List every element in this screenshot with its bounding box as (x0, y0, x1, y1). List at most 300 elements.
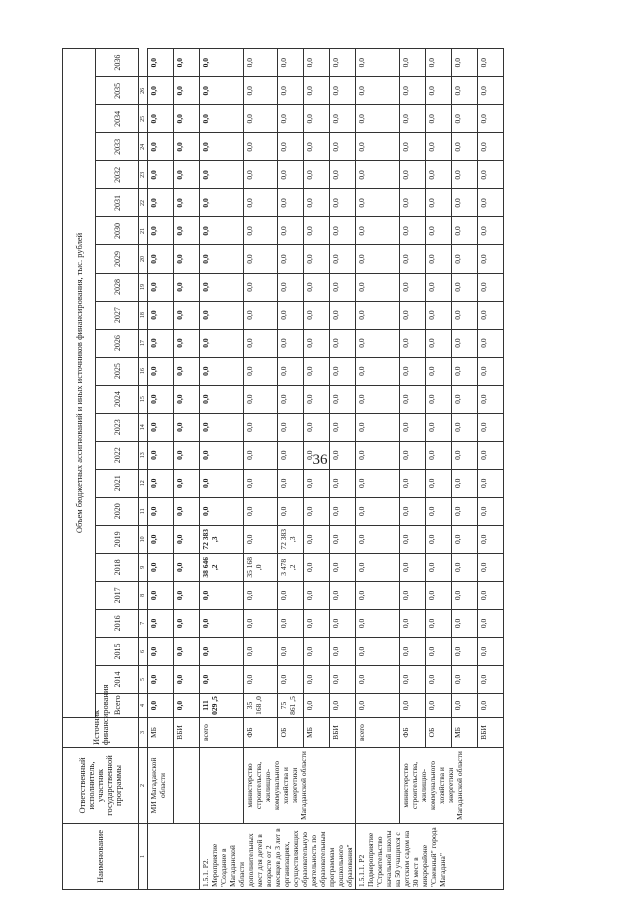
row-value: 0,0 (278, 105, 304, 133)
row-value: 0,0 (478, 161, 504, 189)
row-value: 0,0 (356, 357, 400, 385)
column-number: 14 (139, 413, 148, 441)
row-value: 0,0 (200, 357, 244, 385)
row-value: 0,0 (452, 609, 478, 637)
row-value: 0,0 (174, 301, 200, 329)
row-value: 0,0 (330, 553, 356, 581)
row-value: 0,0 (330, 609, 356, 637)
row-value: 0,0 (174, 385, 200, 413)
row-value: 0,0 (304, 469, 330, 497)
row-value: 0,0 (278, 189, 304, 217)
row-value: 0,0 (174, 413, 200, 441)
row-value: 0,0 (148, 665, 174, 693)
row-value: 0,0 (330, 245, 356, 273)
row-value: 0,0 (148, 694, 174, 718)
row-value: 0,0 (478, 245, 504, 273)
column-number: 15 (139, 385, 148, 413)
row-value: 0,0 (452, 329, 478, 357)
page-number: 36 (312, 452, 328, 468)
header-year: 2027 (96, 301, 139, 329)
row-value: 0,0 (174, 581, 200, 609)
header-total: Всего (96, 694, 139, 718)
row-value: 0,0 (244, 329, 278, 357)
row-value: 0,0 (356, 525, 400, 553)
row-value: 0,0 (356, 189, 400, 217)
header-funding: Объем бюджетных ассигнований и иных источников финансирования, тыс. рублей (63, 49, 96, 718)
row-value: 0,0 (304, 497, 330, 525)
row-value: 0,0 (356, 637, 400, 665)
column-number: 18 (139, 301, 148, 329)
row-value: 35 168 ,0 (244, 553, 278, 581)
row-value: 0,0 (174, 273, 200, 301)
table-row (200, 49, 244, 890)
row-value: 0,0 (356, 385, 400, 413)
row-value: 0,0 (304, 525, 330, 553)
row-value: 0,0 (400, 105, 426, 133)
row-value: 0,0 (426, 357, 452, 385)
column-number: 3 (139, 718, 148, 748)
row-value: 0,0 (174, 161, 200, 189)
row-value: 0,0 (330, 161, 356, 189)
row-value: 0,0 (200, 133, 244, 161)
table-row (174, 49, 200, 890)
header-year: 2023 (96, 413, 139, 441)
row-value: 0,0 (330, 665, 356, 693)
row-value: 0,0 (478, 385, 504, 413)
row-value: 0,0 (148, 413, 174, 441)
row-value: 0,0 (356, 413, 400, 441)
row-value: 0,0 (330, 105, 356, 133)
row-value: 0,0 (174, 217, 200, 245)
row-source: ОБ (278, 718, 304, 748)
row-value: 0,0 (200, 245, 244, 273)
row-value: 0,0 (330, 273, 356, 301)
row-value: 0,0 (330, 581, 356, 609)
header-source: Источник финансирования (63, 718, 139, 748)
row-source: ВБИ (174, 718, 200, 748)
row-value: 0,0 (426, 49, 452, 77)
row-value: 0,0 (278, 637, 304, 665)
row-responsible: министерство строительства, жилищно-коммунального хозяйства и энергетики Магаданской области (244, 748, 356, 824)
row-value: 0,0 (278, 329, 304, 357)
column-number: 6 (139, 637, 148, 665)
table-row (400, 49, 426, 890)
row-responsible: министерство строительства, жилищно-коммунального хозяйства и энергетики Магаданской области (400, 748, 504, 824)
row-value: 0,0 (400, 413, 426, 441)
column-number: 9 (139, 553, 148, 581)
row-value: 0,0 (244, 105, 278, 133)
row-value: 0,0 (452, 49, 478, 77)
row-value: 0,0 (174, 357, 200, 385)
column-number: 7 (139, 609, 148, 637)
row-value: 0,0 (174, 133, 200, 161)
row-value: 0,0 (304, 49, 330, 77)
row-name: 1.5.1.1. Р2 Подмероприятие "Строительство начальной школы на 50 учащихся с детским садом на 30 мест в микрорайоне "Снежный" города Магадана" (356, 824, 504, 890)
row-value: 0,0 (200, 301, 244, 329)
row-value: 0,0 (426, 385, 452, 413)
row-value: 0,0 (244, 413, 278, 441)
header-year: 2033 (96, 133, 139, 161)
row-value: 0,0 (400, 77, 426, 105)
row-value: 0,0 (356, 49, 400, 77)
row-value: 0,0 (330, 357, 356, 385)
row-value: 0,0 (244, 217, 278, 245)
row-value: 0,0 (426, 637, 452, 665)
row-value: 0,0 (174, 105, 200, 133)
row-value: 0,0 (400, 329, 426, 357)
row-value: 0,0 (174, 189, 200, 217)
row-value: 0,0 (478, 357, 504, 385)
header-year: 2020 (96, 497, 139, 525)
row-value: 0,0 (356, 497, 400, 525)
row-value: 0,0 (452, 245, 478, 273)
row-value: 0,0 (304, 553, 330, 581)
row-value: 0,0 (244, 469, 278, 497)
row-value: 0,0 (244, 245, 278, 273)
row-value: 0,0 (356, 553, 400, 581)
row-value: 0,0 (426, 441, 452, 469)
row-value: 0,0 (304, 637, 330, 665)
row-value: 0,0 (478, 581, 504, 609)
row-responsible (174, 748, 200, 824)
row-value: 0,0 (148, 133, 174, 161)
column-number: 22 (139, 189, 148, 217)
row-source: ФБ (244, 718, 278, 748)
row-value: 0,0 (278, 133, 304, 161)
row-value: 0,0 (148, 245, 174, 273)
row-value: 0,0 (400, 245, 426, 273)
row-value: 0,0 (330, 385, 356, 413)
row-value: 0,0 (304, 301, 330, 329)
row-value: 0,0 (330, 133, 356, 161)
row-value: 0,0 (478, 637, 504, 665)
row-value: 0,0 (426, 301, 452, 329)
row-value: 0,0 (244, 273, 278, 301)
row-value: 0,0 (278, 217, 304, 245)
row-value: 0,0 (244, 637, 278, 665)
row-value: 0,0 (478, 525, 504, 553)
table-row (356, 49, 400, 890)
header-year: 2036 (96, 49, 139, 77)
rotated-table-page (62, 48, 534, 890)
row-value: 0,0 (278, 357, 304, 385)
row-value: 0,0 (426, 413, 452, 441)
row-value: 0,0 (400, 665, 426, 693)
row-value: 0,0 (304, 357, 330, 385)
table-row (148, 49, 174, 890)
row-value: 3 478 ,2 (278, 553, 304, 581)
row-value: 0,0 (400, 469, 426, 497)
row-name (148, 824, 200, 890)
row-value: 0,0 (244, 77, 278, 105)
row-value: 0,0 (278, 497, 304, 525)
row-value: 0,0 (400, 301, 426, 329)
row-value: 0,0 (304, 77, 330, 105)
row-value: 0,0 (426, 245, 452, 273)
row-value: 0,0 (356, 245, 400, 273)
row-value: 0,0 (400, 609, 426, 637)
row-value: 0,0 (148, 357, 174, 385)
header-year: 2024 (96, 385, 139, 413)
row-value: 35 168 ,0 (244, 694, 278, 718)
row-name: 1.5.1. Р2. Мероприятие "Создание в Магаданской области дополнительных мест для детей в возрасте от 2 месяцев до 3 лет в организациях, осуществляющих образовательную деятельность по образовательным программам дошкольного образования" (200, 824, 356, 890)
row-value: 0,0 (356, 77, 400, 105)
row-value: 111 029 ,5 (200, 694, 244, 718)
row-value: 0,0 (452, 469, 478, 497)
row-source: всего (200, 718, 244, 748)
row-value: 0,0 (148, 609, 174, 637)
row-value: 0,0 (400, 553, 426, 581)
row-value: 0,0 (174, 329, 200, 357)
header-year: 2014 (96, 665, 139, 693)
row-value: 0,0 (200, 217, 244, 245)
row-value: 0,0 (478, 217, 504, 245)
row-value: 0,0 (478, 497, 504, 525)
row-value: 0,0 (278, 441, 304, 469)
row-value: 0,0 (244, 525, 278, 553)
row-value: 0,0 (148, 217, 174, 245)
row-value: 0,0 (330, 77, 356, 105)
row-value: 0,0 (400, 273, 426, 301)
row-value: 0,0 (356, 105, 400, 133)
row-value: 0,0 (278, 385, 304, 413)
column-number: 2 (139, 748, 148, 824)
header-year: 2034 (96, 105, 139, 133)
row-value: 0,0 (400, 497, 426, 525)
row-value: 0,0 (148, 637, 174, 665)
column-number: 13 (139, 441, 148, 469)
row-value: 0,0 (200, 665, 244, 693)
column-number: 10 (139, 525, 148, 553)
row-value: 0,0 (356, 441, 400, 469)
row-value: 0,0 (356, 581, 400, 609)
row-value: 0,0 (304, 385, 330, 413)
row-value: 0,0 (356, 217, 400, 245)
row-value: 0,0 (478, 189, 504, 217)
row-value: 0,0 (200, 161, 244, 189)
header-year: 2031 (96, 189, 139, 217)
row-value: 0,0 (174, 637, 200, 665)
row-value: 0,0 (400, 637, 426, 665)
row-source: всего (356, 718, 400, 748)
column-number: 21 (139, 217, 148, 245)
row-value: 0,0 (174, 441, 200, 469)
row-value: 0,0 (452, 694, 478, 718)
row-source: ВБИ (330, 718, 356, 748)
row-value: 0,0 (174, 553, 200, 581)
header-year: 2030 (96, 217, 139, 245)
row-value: 0,0 (278, 273, 304, 301)
row-value: 0,0 (200, 273, 244, 301)
row-value: 0,0 (356, 301, 400, 329)
row-source: МБ (148, 718, 174, 748)
row-value: 0,0 (174, 245, 200, 273)
row-value: 0,0 (278, 413, 304, 441)
row-value: 0,0 (304, 609, 330, 637)
row-value: 0,0 (174, 694, 200, 718)
row-value: 0,0 (148, 385, 174, 413)
row-value: 0,0 (174, 469, 200, 497)
row-value: 0,0 (426, 273, 452, 301)
row-value: 0,0 (478, 329, 504, 357)
row-value: 0,0 (200, 441, 244, 469)
column-number: 1 (139, 824, 148, 890)
row-value: 0,0 (200, 497, 244, 525)
row-value: 0,0 (452, 665, 478, 693)
row-value: 0,0 (174, 609, 200, 637)
row-value: 0,0 (278, 665, 304, 693)
row-value: 0,0 (426, 77, 452, 105)
column-number: 12 (139, 469, 148, 497)
row-value: 0,0 (400, 189, 426, 217)
row-value: 0,0 (426, 694, 452, 718)
row-value: 0,0 (304, 329, 330, 357)
row-value: 75 861 ,5 (278, 694, 304, 718)
row-value: 0,0 (200, 385, 244, 413)
row-value: 0,0 (278, 245, 304, 273)
row-value: 0,0 (330, 329, 356, 357)
row-value: 0,0 (452, 301, 478, 329)
header-year: 2032 (96, 161, 139, 189)
row-value: 0,0 (304, 413, 330, 441)
row-value: 0,0 (426, 161, 452, 189)
row-value: 0,0 (356, 329, 400, 357)
row-value: 0,0 (278, 581, 304, 609)
header-year: 2025 (96, 357, 139, 385)
column-number: 20 (139, 245, 148, 273)
row-value: 0,0 (304, 189, 330, 217)
row-value: 0,0 (330, 49, 356, 77)
row-value: 72 383 ,3 (278, 525, 304, 553)
row-value: 0,0 (304, 581, 330, 609)
row-value: 0,0 (426, 497, 452, 525)
row-value: 0,0 (148, 273, 174, 301)
row-value: 0,0 (330, 189, 356, 217)
row-value: 0,0 (452, 273, 478, 301)
row-value: 0,0 (304, 161, 330, 189)
row-value: 0,0 (148, 469, 174, 497)
row-value: 0,0 (356, 665, 400, 693)
row-value: 0,0 (244, 161, 278, 189)
row-value: 0,0 (304, 133, 330, 161)
row-value: 0,0 (244, 385, 278, 413)
row-value: 0,0 (244, 189, 278, 217)
row-value: 38 646 ,2 (200, 553, 244, 581)
column-number: 26 (139, 77, 148, 105)
row-value: 0,0 (356, 469, 400, 497)
header-name: Наименование (63, 824, 139, 890)
header-year: 2026 (96, 329, 139, 357)
row-value: 0,0 (244, 441, 278, 469)
row-value: 0,0 (330, 217, 356, 245)
row-value: 0,0 (304, 217, 330, 245)
financing-table (62, 48, 504, 890)
row-value: 0,0 (304, 694, 330, 718)
row-value: 0,0 (478, 413, 504, 441)
row-value: 0,0 (200, 637, 244, 665)
row-value: 0,0 (148, 581, 174, 609)
row-value: 0,0 (452, 497, 478, 525)
row-value: 0,0 (174, 497, 200, 525)
column-number: 19 (139, 273, 148, 301)
row-value: 0,0 (244, 497, 278, 525)
row-value: 0,0 (174, 77, 200, 105)
row-value: 0,0 (174, 49, 200, 77)
row-value: 0,0 (304, 105, 330, 133)
row-value: 0,0 (400, 694, 426, 718)
row-value: 0,0 (148, 77, 174, 105)
row-value: 0,0 (452, 385, 478, 413)
row-value: 0,0 (200, 413, 244, 441)
row-responsible: МИ Магаданской области (148, 748, 174, 824)
row-value: 0,0 (478, 694, 504, 718)
row-source: ВБИ (478, 718, 504, 748)
row-value: 0,0 (200, 581, 244, 609)
row-value: 0,0 (478, 133, 504, 161)
row-value: 0,0 (278, 161, 304, 189)
row-value: 0,0 (400, 49, 426, 77)
row-value: 0,0 (148, 441, 174, 469)
row-value: 0,0 (426, 665, 452, 693)
row-value: 0,0 (244, 581, 278, 609)
row-value: 0,0 (330, 441, 356, 469)
row-value: 0,0 (330, 497, 356, 525)
row-value: 0,0 (278, 609, 304, 637)
header-responsible: Ответственный исполнитель, участник государственной программы (63, 748, 139, 824)
row-value: 0,0 (304, 441, 330, 469)
column-number: 17 (139, 329, 148, 357)
row-value: 0,0 (356, 694, 400, 718)
column-number: 25 (139, 105, 148, 133)
row-value: 0,0 (478, 77, 504, 105)
row-value: 0,0 (200, 609, 244, 637)
header-year: 2015 (96, 637, 139, 665)
column-number: 24 (139, 133, 148, 161)
row-value: 0,0 (426, 133, 452, 161)
row-value: 0,0 (330, 469, 356, 497)
row-value: 0,0 (356, 609, 400, 637)
header-year: 2018 (96, 553, 139, 581)
header-year: 2035 (96, 77, 139, 105)
row-value: 0,0 (200, 329, 244, 357)
row-value: 0,0 (478, 665, 504, 693)
header-year: 2019 (96, 525, 139, 553)
header-year: 2022 (96, 441, 139, 469)
row-value: 72 383 ,3 (200, 525, 244, 553)
row-value: 0,0 (426, 525, 452, 553)
row-value: 0,0 (426, 553, 452, 581)
row-value: 0,0 (330, 413, 356, 441)
row-value: 0,0 (478, 49, 504, 77)
row-value: 0,0 (330, 637, 356, 665)
row-value: 0,0 (452, 217, 478, 245)
row-value: 0,0 (148, 189, 174, 217)
row-source: МБ (304, 718, 330, 748)
row-value: 0,0 (244, 609, 278, 637)
row-value: 0,0 (304, 273, 330, 301)
row-value: 0,0 (478, 105, 504, 133)
row-value: 0,0 (478, 553, 504, 581)
row-value: 0,0 (452, 357, 478, 385)
row-value: 0,0 (478, 609, 504, 637)
row-value: 0,0 (400, 161, 426, 189)
row-value: 0,0 (400, 133, 426, 161)
row-value: 0,0 (330, 525, 356, 553)
row-value: 0,0 (452, 525, 478, 553)
row-value: 0,0 (356, 161, 400, 189)
row-value: 0,0 (148, 525, 174, 553)
row-value: 0,0 (278, 301, 304, 329)
